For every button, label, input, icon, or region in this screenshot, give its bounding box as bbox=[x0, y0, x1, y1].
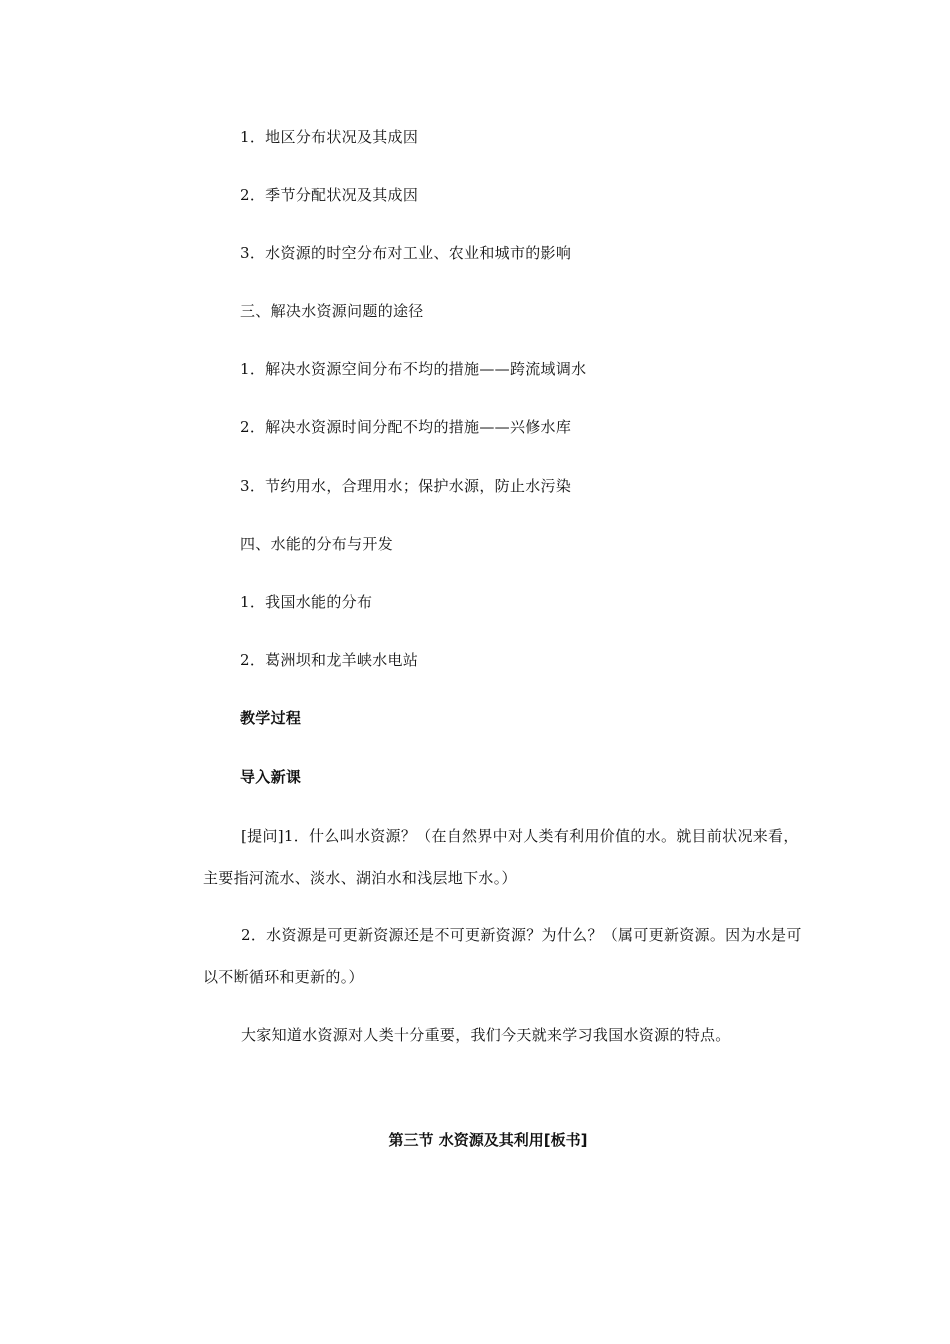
question-paragraph-2: 2．水资源是可更新资源还是不可更新资源？为什么？（属可更新资源。因为水是可以不断循环和更新的。） bbox=[203, 926, 802, 986]
question-paragraph-1: [提问]1．什么叫水资源？（在自然界中对人类有利用价值的水。就目前状况来看，主要指河流水、淡水、湖泊水和浅层地下水。） bbox=[203, 827, 799, 887]
outline-heading: 四、水能的分布与开发 bbox=[240, 535, 394, 553]
outline-item: 2．季节分配状况及其成因 bbox=[240, 186, 419, 204]
outline-item: 1．我国水能的分布 bbox=[240, 593, 373, 611]
outline-heading: 三、解决水资源问题的途径 bbox=[240, 302, 424, 320]
outline-item: 3．水资源的时空分布对工业、农业和城市的影响 bbox=[240, 244, 572, 262]
intro-paragraph: 大家知道水资源对人类十分重要，我们今天就来学习我国水资源的特点。 bbox=[241, 1026, 731, 1044]
intro-new-lesson-heading: 导入新课 bbox=[240, 768, 302, 786]
outline-item: 1．解决水资源空间分布不均的措施——跨流域调水 bbox=[240, 360, 587, 378]
teaching-process-heading: 教学过程 bbox=[240, 709, 302, 727]
outline-item: 2．葛洲坝和龙羊峡水电站 bbox=[240, 651, 419, 669]
outline-item: 3．节约用水，合理用水；保护水源，防止水污染 bbox=[240, 477, 572, 495]
outline-item: 2．解决水资源时间分配不均的措施——兴修水库 bbox=[240, 418, 572, 436]
section-title: 第三节 水资源及其利用[板书] bbox=[388, 1131, 588, 1149]
outline-item: 1．地区分布状况及其成因 bbox=[240, 128, 419, 146]
